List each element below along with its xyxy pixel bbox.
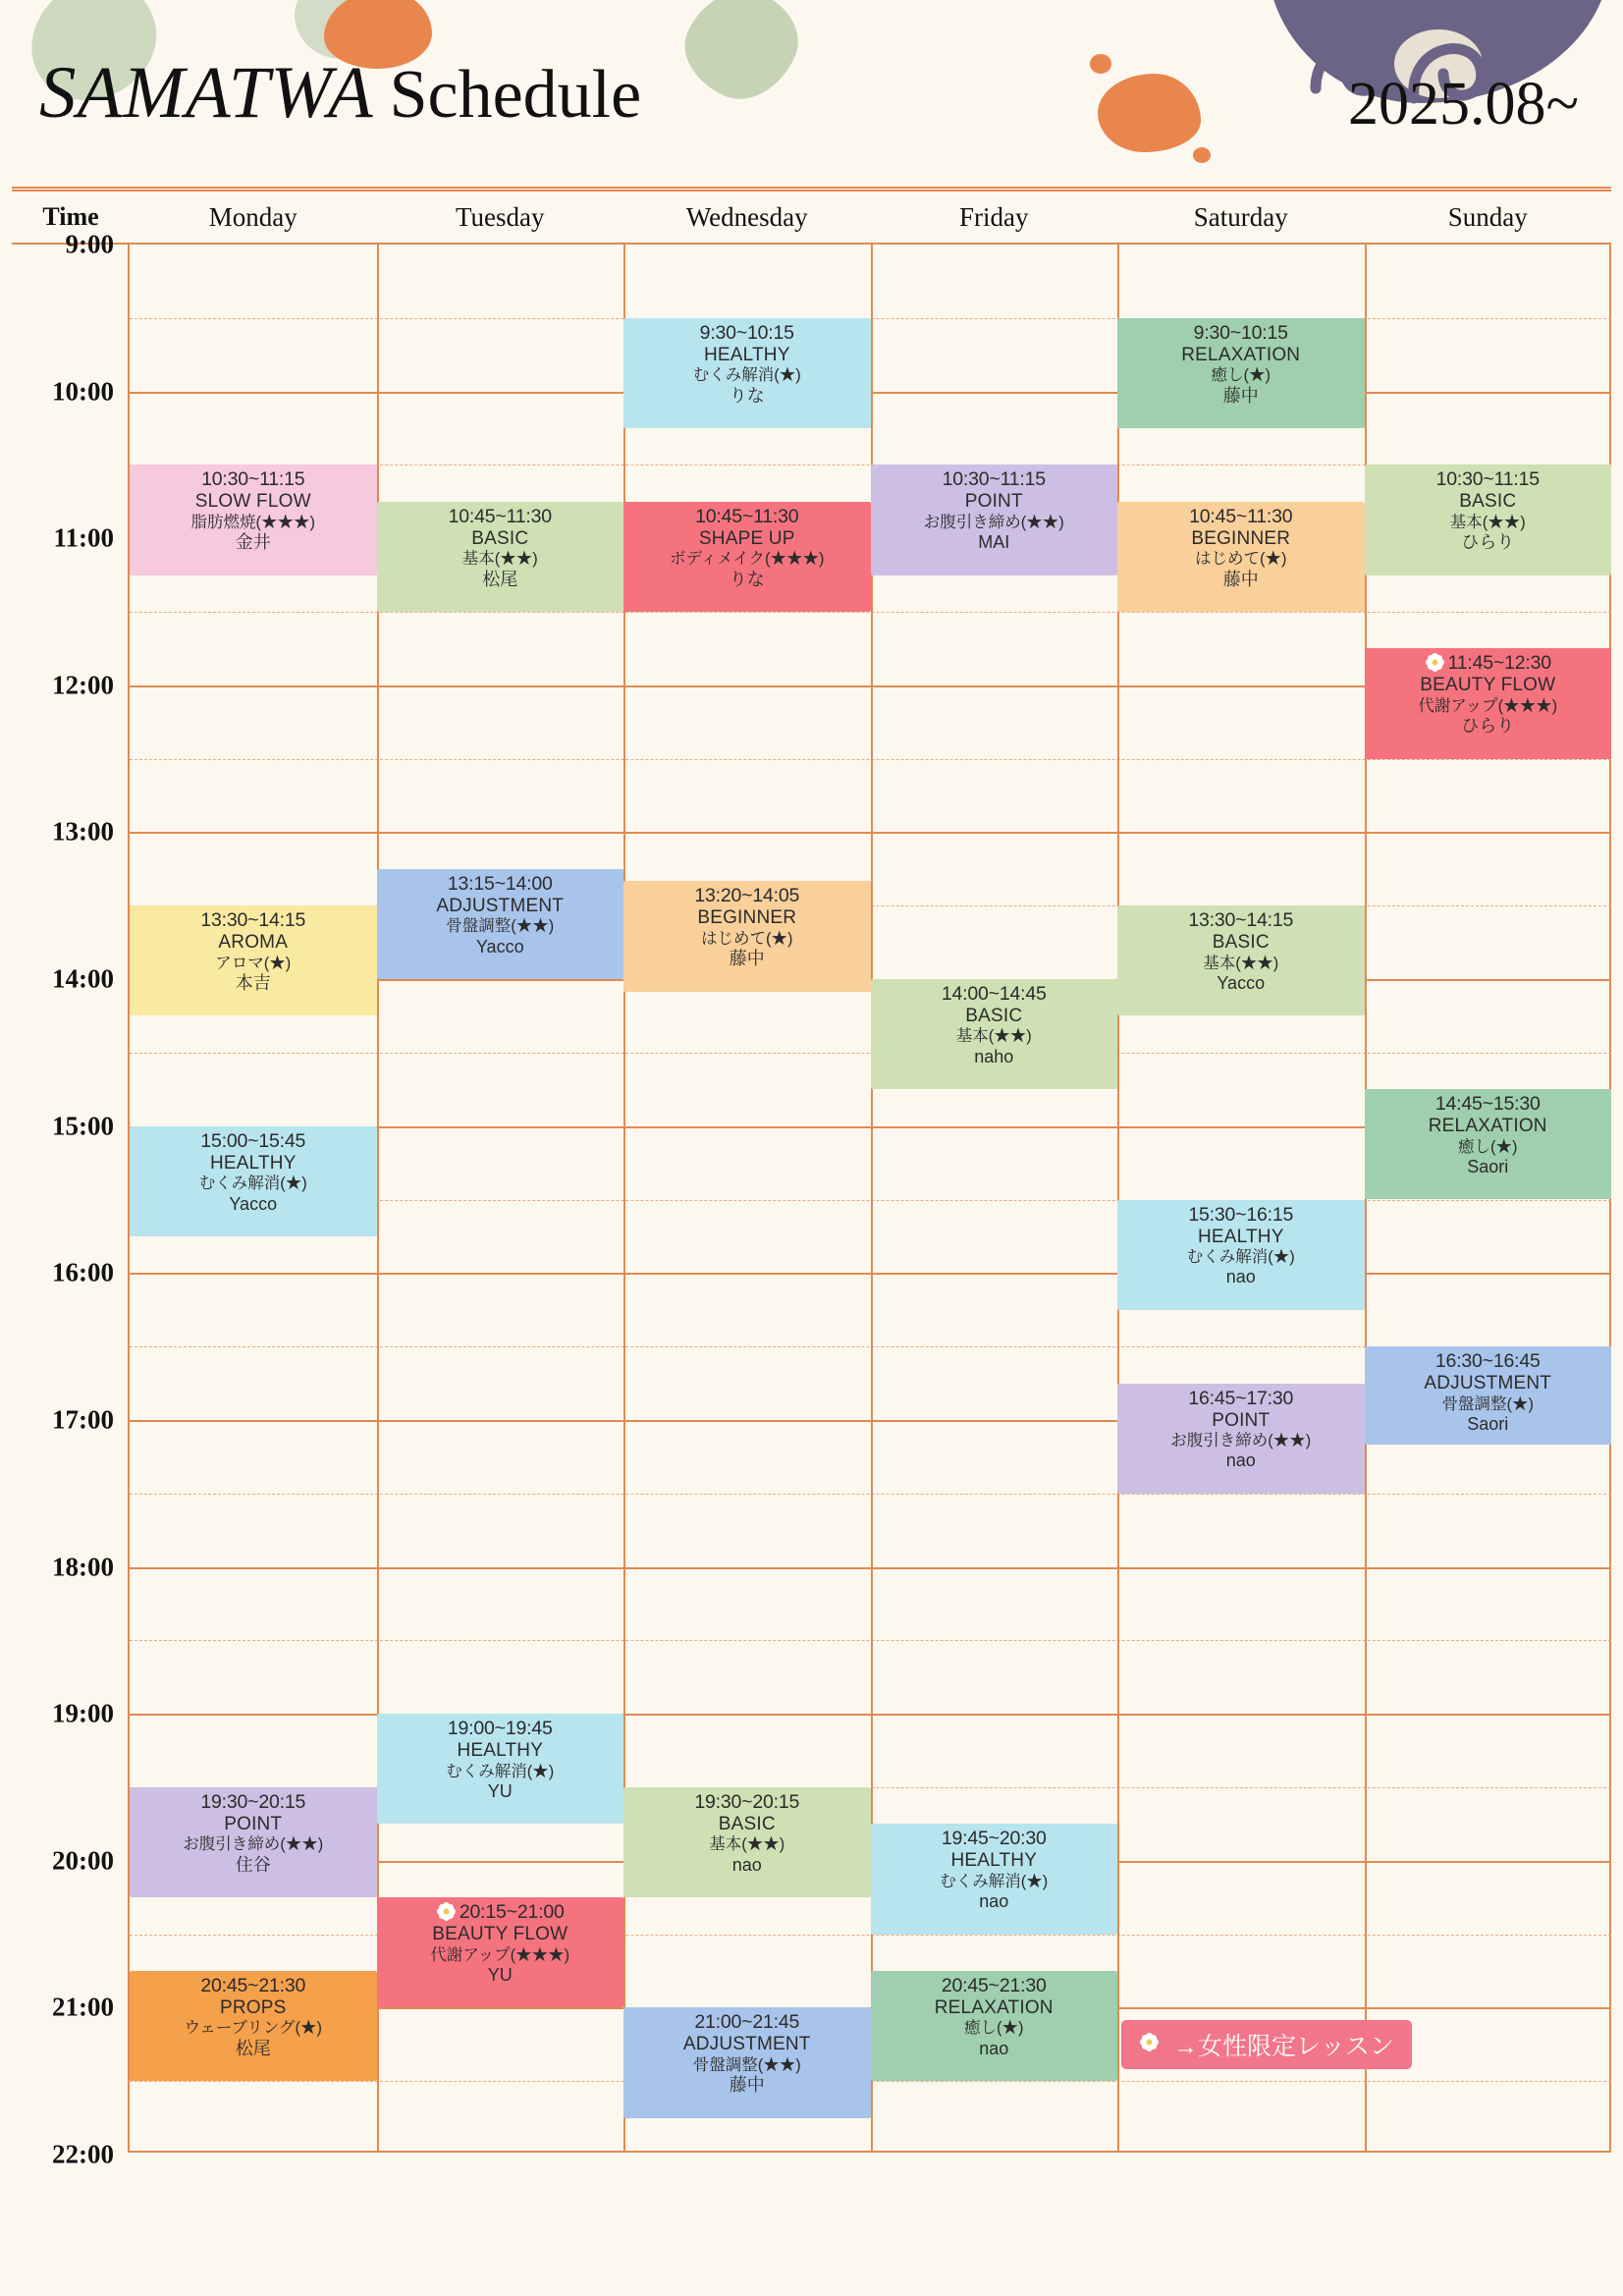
- lesson-name: ADJUSTMENT: [682, 2034, 811, 2055]
- lesson-detail: むくみ解消(★): [198, 1175, 307, 1193]
- lesson-detail: 基本(★★): [955, 1027, 1032, 1046]
- lesson-time: 20:45~21:30: [941, 1974, 1047, 1996]
- lesson-time: 10:30~11:15: [942, 468, 1046, 491]
- lesson-time: 19:00~19:45: [447, 1718, 553, 1740]
- lesson-block[interactable]: [1117, 1200, 1365, 1310]
- lesson-detail: はじめて(★): [1195, 550, 1287, 569]
- lesson-instructor: 藤中: [1222, 569, 1259, 589]
- lesson-block[interactable]: [1117, 905, 1365, 1015]
- lesson-time: 9:30~10:15: [1193, 321, 1288, 344]
- lesson-detail: 脂肪燃焼(★★★): [190, 513, 315, 531]
- lesson-time: 20:15~21:00: [379, 1901, 622, 1924]
- header-divider: [12, 187, 1611, 191]
- lesson-block[interactable]: [623, 881, 871, 991]
- lesson-block[interactable]: [377, 1714, 624, 1824]
- lesson-time: 10:45~11:30: [448, 505, 552, 527]
- lesson-block[interactable]: [623, 502, 871, 612]
- lesson-instructor: YU: [487, 1965, 513, 1986]
- lesson-name: AROMA: [218, 932, 289, 954]
- lesson-name: HEALTHY: [457, 1740, 544, 1762]
- lesson-detail: ボディメイク(★★★): [669, 550, 825, 569]
- lesson-detail: 癒し(★): [964, 2019, 1024, 2038]
- lesson-name: POINT: [964, 491, 1023, 513]
- lesson-detail: 骨盤調整(★★): [692, 2055, 801, 2074]
- lesson-time: 11:45~12:30: [1367, 652, 1610, 675]
- lesson-block[interactable]: [1117, 502, 1365, 612]
- lesson-name: ADJUSTMENT: [436, 895, 565, 916]
- flower-icon: [1425, 652, 1445, 673]
- time-label-10-00: 10:00: [52, 376, 114, 407]
- day-header-saturday: Saturday: [1193, 201, 1288, 232]
- lesson-name: RELAXATION: [1428, 1116, 1547, 1137]
- time-label-16-00: 16:00: [52, 1257, 114, 1287]
- day-header-tuesday: Tuesday: [455, 201, 545, 232]
- lesson-detail: 基本(★★): [1203, 954, 1279, 972]
- lesson-name: BEAUTY FLOW: [1420, 675, 1556, 696]
- lesson-instructor: Saori: [1467, 1413, 1509, 1434]
- lesson-block[interactable]: [1117, 1384, 1365, 1494]
- lesson-time: 13:30~14:15: [200, 909, 306, 932]
- lesson-time: 15:00~15:45: [200, 1129, 306, 1152]
- lesson-block[interactable]: [1365, 465, 1612, 574]
- lesson-time: 16:30~16:45: [1434, 1350, 1541, 1373]
- lesson-block[interactable]: [1365, 1346, 1612, 1445]
- lesson-block[interactable]: [623, 318, 871, 428]
- lesson-time: 21:00~21:45: [694, 2011, 800, 2034]
- lesson-block[interactable]: [130, 905, 377, 1015]
- lesson-block[interactable]: [377, 502, 624, 612]
- lesson-detail: 癒し(★): [1211, 366, 1271, 385]
- lesson-instructor: nao: [1225, 1450, 1256, 1471]
- day-header-friday: Friday: [959, 201, 1029, 232]
- lesson-instructor: 藤中: [1222, 385, 1259, 406]
- day-header-sunday: Sunday: [1447, 201, 1528, 232]
- lesson-detail: アロマ(★): [215, 954, 292, 972]
- time-label-22-00: 22:00: [52, 2139, 114, 2169]
- day-header-monday: Monday: [208, 201, 298, 232]
- time-label-17-00: 17:00: [52, 1404, 114, 1435]
- schedule-grid: [12, 229, 1611, 2169]
- time-label-21-00: 21:00: [52, 1992, 114, 2022]
- lesson-block[interactable]: [130, 465, 377, 574]
- lesson-instructor: 松尾: [235, 2038, 271, 2058]
- lesson-block[interactable]: [623, 2007, 871, 2117]
- lesson-detail: むくみ解消(★): [940, 1872, 1049, 1890]
- schedule-date: 2025.08~: [1347, 71, 1579, 137]
- lesson-instructor: nao: [979, 2038, 1009, 2058]
- lesson-time: 19:30~20:15: [694, 1790, 800, 1813]
- lesson-name: POINT: [1212, 1409, 1271, 1431]
- flower-icon: [436, 1901, 457, 1922]
- lesson-instructor: MAI: [978, 532, 1010, 553]
- day-columns: [130, 245, 1611, 2153]
- lesson-detail: むくみ解消(★): [446, 1762, 555, 1780]
- lesson-detail: 基本(★★): [709, 1835, 785, 1854]
- lesson-detail: 骨盤調整(★★): [446, 917, 555, 936]
- lesson-name: POINT: [224, 1813, 283, 1834]
- lesson-time: 19:30~20:15: [200, 1790, 306, 1813]
- lesson-instructor: ひらり: [1461, 532, 1515, 553]
- lesson-instructor: りな: [729, 385, 765, 406]
- lesson-instructor: Yacco: [1217, 973, 1266, 994]
- lesson-time: 10:45~11:30: [695, 505, 799, 527]
- lesson-time: 19:45~20:30: [941, 1828, 1047, 1850]
- lesson-name: BEGINNER: [1191, 527, 1291, 549]
- lesson-block[interactable]: [1365, 648, 1612, 758]
- lesson-detail: 代謝アップ(★★★): [430, 1945, 570, 1964]
- time-label-18-00: 18:00: [52, 1552, 114, 1582]
- time-label-14-00: 14:00: [52, 963, 114, 994]
- lesson-block[interactable]: [1365, 1089, 1612, 1199]
- brand-title: SAMATWA: [39, 52, 374, 134]
- lesson-instructor: ひらり: [1461, 716, 1515, 737]
- lesson-time: 9:30~10:15: [699, 321, 794, 344]
- lesson-name: BEGINNER: [697, 907, 797, 929]
- time-column-header: Time: [42, 202, 99, 231]
- lesson-block[interactable]: [1117, 318, 1365, 428]
- lesson-instructor: 藤中: [729, 949, 765, 969]
- flower-icon: [1139, 2031, 1166, 2058]
- day-header-row: [12, 191, 1611, 243]
- lesson-instructor: Yacco: [229, 1193, 278, 1214]
- lesson-time: 20:45~21:30: [200, 1974, 306, 1996]
- time-label-19-00: 19:00: [52, 1698, 114, 1728]
- lesson-block[interactable]: [871, 465, 1118, 574]
- lesson-instructor: nao: [731, 1854, 762, 1875]
- lesson-time: 15:30~16:15: [1188, 1203, 1294, 1226]
- lesson-name: SHAPE UP: [698, 527, 795, 549]
- lesson-name: ADJUSTMENT: [1424, 1373, 1552, 1394]
- lesson-time: 10:30~11:15: [201, 468, 305, 491]
- lesson-block[interactable]: [130, 1787, 377, 1897]
- lesson-detail: 代謝アップ(★★★): [1418, 696, 1558, 715]
- lesson-name: RELAXATION: [1181, 344, 1301, 365]
- lesson-time: 13:20~14:05: [694, 885, 800, 907]
- time-gutter: [12, 229, 130, 2169]
- lesson-instructor: 藤中: [729, 2075, 765, 2096]
- lesson-name: RELAXATION: [934, 1996, 1054, 2018]
- lesson-detail: お腹引き締め(★★): [183, 1835, 324, 1854]
- lesson-instructor: Yacco: [475, 936, 524, 957]
- time-label-20-00: 20:00: [52, 1845, 114, 1876]
- time-label-13-00: 13:00: [52, 816, 114, 847]
- time-label-12-00: 12:00: [52, 670, 114, 700]
- lesson-instructor: naho: [974, 1046, 1014, 1066]
- lesson-block[interactable]: [130, 1971, 377, 2081]
- lesson-block[interactable]: [871, 1971, 1118, 2081]
- lesson-detail: 骨盤調整(★): [1441, 1394, 1534, 1413]
- lesson-time: 14:00~14:45: [941, 983, 1047, 1006]
- lesson-name: BASIC: [718, 1813, 776, 1834]
- page-header: [0, 0, 1623, 187]
- lesson-block[interactable]: [623, 1787, 871, 1897]
- lesson-block[interactable]: [377, 1897, 624, 2007]
- lesson-detail: むくみ解消(★): [1186, 1247, 1295, 1266]
- lesson-time: 16:45~17:30: [1188, 1387, 1294, 1409]
- page-title: Schedule: [389, 57, 642, 133]
- lesson-block[interactable]: [130, 1126, 377, 1236]
- lesson-block[interactable]: [871, 1824, 1118, 1934]
- lesson-name: HEALTHY: [950, 1850, 1038, 1872]
- lesson-time: 14:45~15:30: [1434, 1093, 1541, 1116]
- lesson-name: BASIC: [471, 527, 529, 549]
- lesson-instructor: 住谷: [235, 1854, 271, 1875]
- lesson-detail: 癒し(★): [1458, 1137, 1518, 1156]
- lesson-detail: はじめて(★): [701, 929, 793, 948]
- lesson-name: HEALTHY: [209, 1152, 297, 1174]
- lesson-detail: お腹引き締め(★★): [1170, 1431, 1312, 1449]
- time-label-11-00: 11:00: [53, 522, 114, 553]
- lesson-name: HEALTHY: [1197, 1226, 1284, 1247]
- lesson-name: BEAUTY FLOW: [432, 1924, 568, 1945]
- lesson-name: BASIC: [965, 1006, 1023, 1027]
- lesson-detail: 基本(★★): [1449, 513, 1526, 531]
- lesson-block[interactable]: [871, 979, 1118, 1089]
- lesson-name: BASIC: [1459, 491, 1517, 513]
- lesson-instructor: Saori: [1467, 1157, 1509, 1177]
- lesson-detail: 基本(★★): [461, 550, 538, 569]
- lesson-instructor: YU: [487, 1781, 513, 1802]
- legend-label: →女性限定レッスン: [1173, 2032, 1394, 2060]
- lesson-detail: お腹引き締め(★★): [923, 513, 1064, 531]
- lesson-instructor: 松尾: [482, 569, 518, 589]
- day-header-wednesday: Wednesday: [685, 201, 808, 232]
- lesson-block[interactable]: [377, 869, 624, 979]
- lesson-detail: ウェーブリング(★): [184, 2019, 322, 2038]
- lesson-time: 10:30~11:15: [1435, 468, 1540, 491]
- lesson-time: 13:30~14:15: [1188, 909, 1294, 932]
- time-label-9-00: 9:00: [65, 229, 114, 259]
- lesson-name: BASIC: [1212, 932, 1270, 954]
- lesson-instructor: nao: [979, 1891, 1009, 1912]
- time-label-15-00: 15:00: [52, 1111, 114, 1141]
- lesson-time: 10:45~11:30: [1189, 505, 1293, 527]
- lesson-name: PROPS: [219, 1996, 287, 2018]
- lesson-instructor: 金井: [235, 532, 271, 553]
- lesson-name: SLOW FLOW: [194, 491, 311, 513]
- schedule-table: [12, 191, 1611, 2169]
- lesson-instructor: りな: [729, 569, 765, 589]
- lesson-name: HEALTHY: [703, 344, 790, 365]
- lesson-instructor: 本吉: [235, 973, 271, 994]
- lesson-detail: むくみ解消(★): [692, 366, 801, 385]
- lesson-instructor: nao: [1225, 1267, 1256, 1287]
- women-only-legend: [1121, 2020, 1412, 2069]
- lesson-time: 13:15~14:00: [447, 872, 553, 895]
